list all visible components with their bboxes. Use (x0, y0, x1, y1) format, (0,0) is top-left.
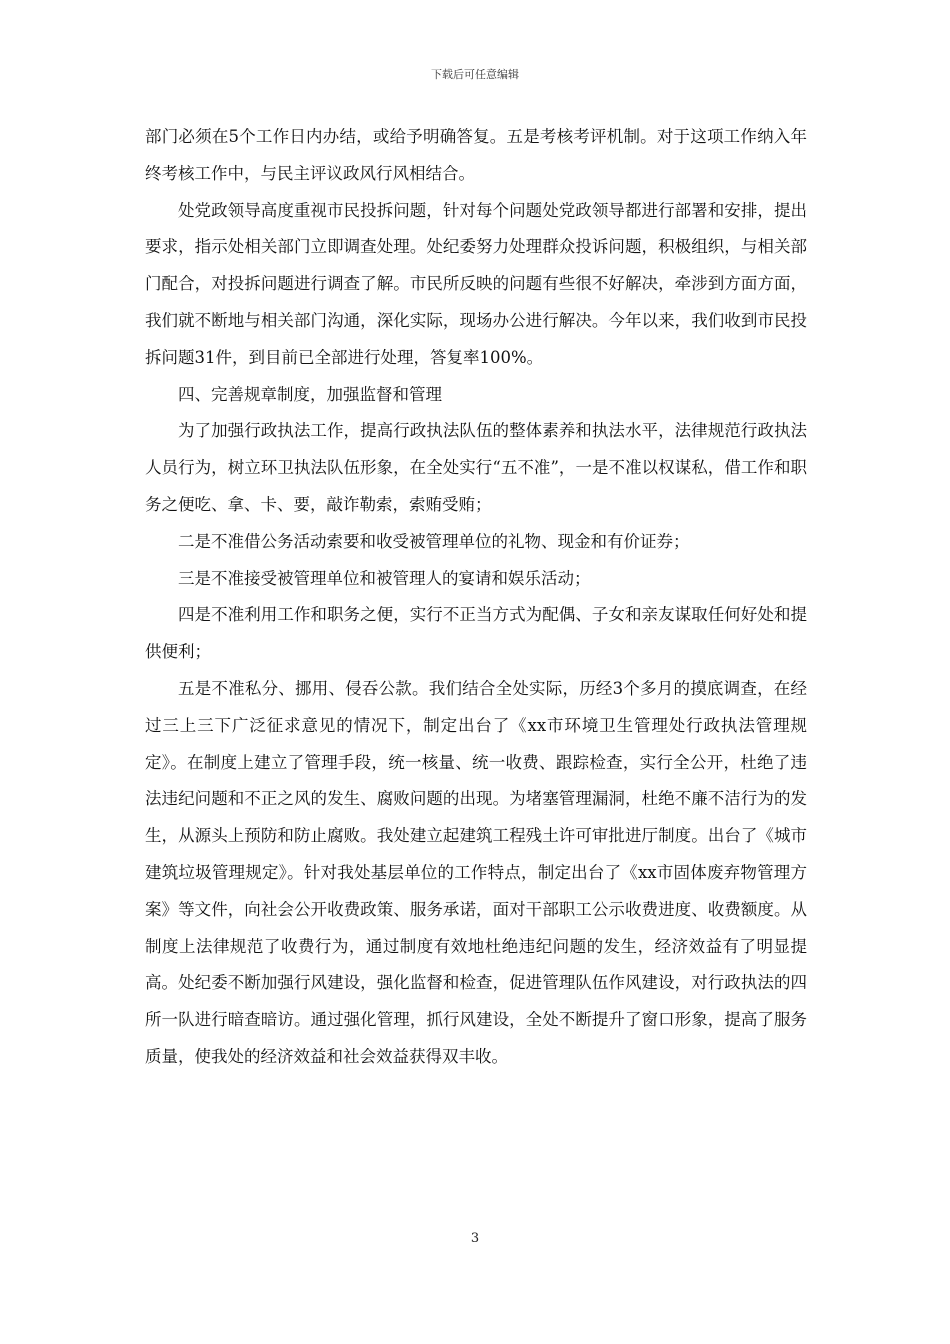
paragraph: 为了加强行政执法工作，提高行政执法队伍的整体素养和执法水平，法律规范行政执法人员行为，树立环卫执法队伍形象，在全处实行“五不准”，一是不准以权谋私，借工作和职务之便吃、拿、卡、要，敲诈勒索，索贿受贿； (145, 421, 807, 514)
document-body (145, 119, 807, 1076)
paragraph: 二是不准借公务活动索要和收受被管理单位的礼物、现金和有价证券； (178, 531, 690, 551)
page-header: 下载后可任意编辑 (431, 68, 519, 81)
paragraph: 部门必须在5个工作日内办结，或给予明确答复。五是考核考评机制。对于这项工作纳入年终考核工作中，与民主评议政风行风相结合。 (145, 127, 807, 183)
page-number: 3 (470, 1231, 480, 1246)
paragraph: 处党政领导高度重视市民投拆问题，针对每个问题处党政领导都进行部署和安排，提出要求，指示处相关部门立即调查处理。处纪委努力处理群众投诉问题，积极组织，与相关部门配合，对投拆问题进行调查了解。市民所反映的问题有些很不好解决，牵涉到方面方面，我们就不断地与相关部门沟通，深化实际，现场办公进行解决。今年以来，我们收到市民投拆问题31件，到目前已全部进行处理，答复率100%。 (145, 200, 807, 367)
paragraph: 三是不准接受被管理单位和被管理人的宴请和娱乐活动； (178, 568, 591, 588)
paragraph: 四是不准利用工作和职务之便，实行不正当方式为配偶、子女和亲友谋取任何好处和提供便利； (145, 605, 807, 662)
paragraph: 五是不准私分、挪用、侵吞公款。我们结合全处实际，历经3个多月的摸底调查，在经过三上三下广泛征求意见的情况下，制定出台了《xx市环境卫生管理处行政执法管理规定》。在制度上建立了管理手段，统一核量、统一收费、跟踪检查，实行全公开，杜绝了违法违纪问题和不正之风的发生、腐败问题的出现。为堵塞管理漏洞，杜绝不廉不洁行为的发生，从源头上预防和防止腐败。我处建立起建筑工程残土许可审批进厅制度。出台了《城市建筑垃圾管理规定》。针对我处基层单位的工作特点，制定出台了《xx市固体废弃物管理方案》等文件，向社会公开收费政策、服务承诺，面对干部职工公示收费进度、收费额度。从制度上法律规范了收费行为，通过制度有效地杜绝违纪问题的发生，经济效益有了明显提高。处纪委不断加强行风建设，强化监督和检查，促进管理队伍作风建设，对行政执法的四所一队进行暗查暗访。通过强化管理，抓行风建设，全处不断提升了窗口形象，提高了服务质量，使我处的经济效益和社会效益获得双丰收。 (145, 678, 807, 1066)
section-heading: 四、完善规章制度，加强监督和管理 (178, 384, 442, 404)
